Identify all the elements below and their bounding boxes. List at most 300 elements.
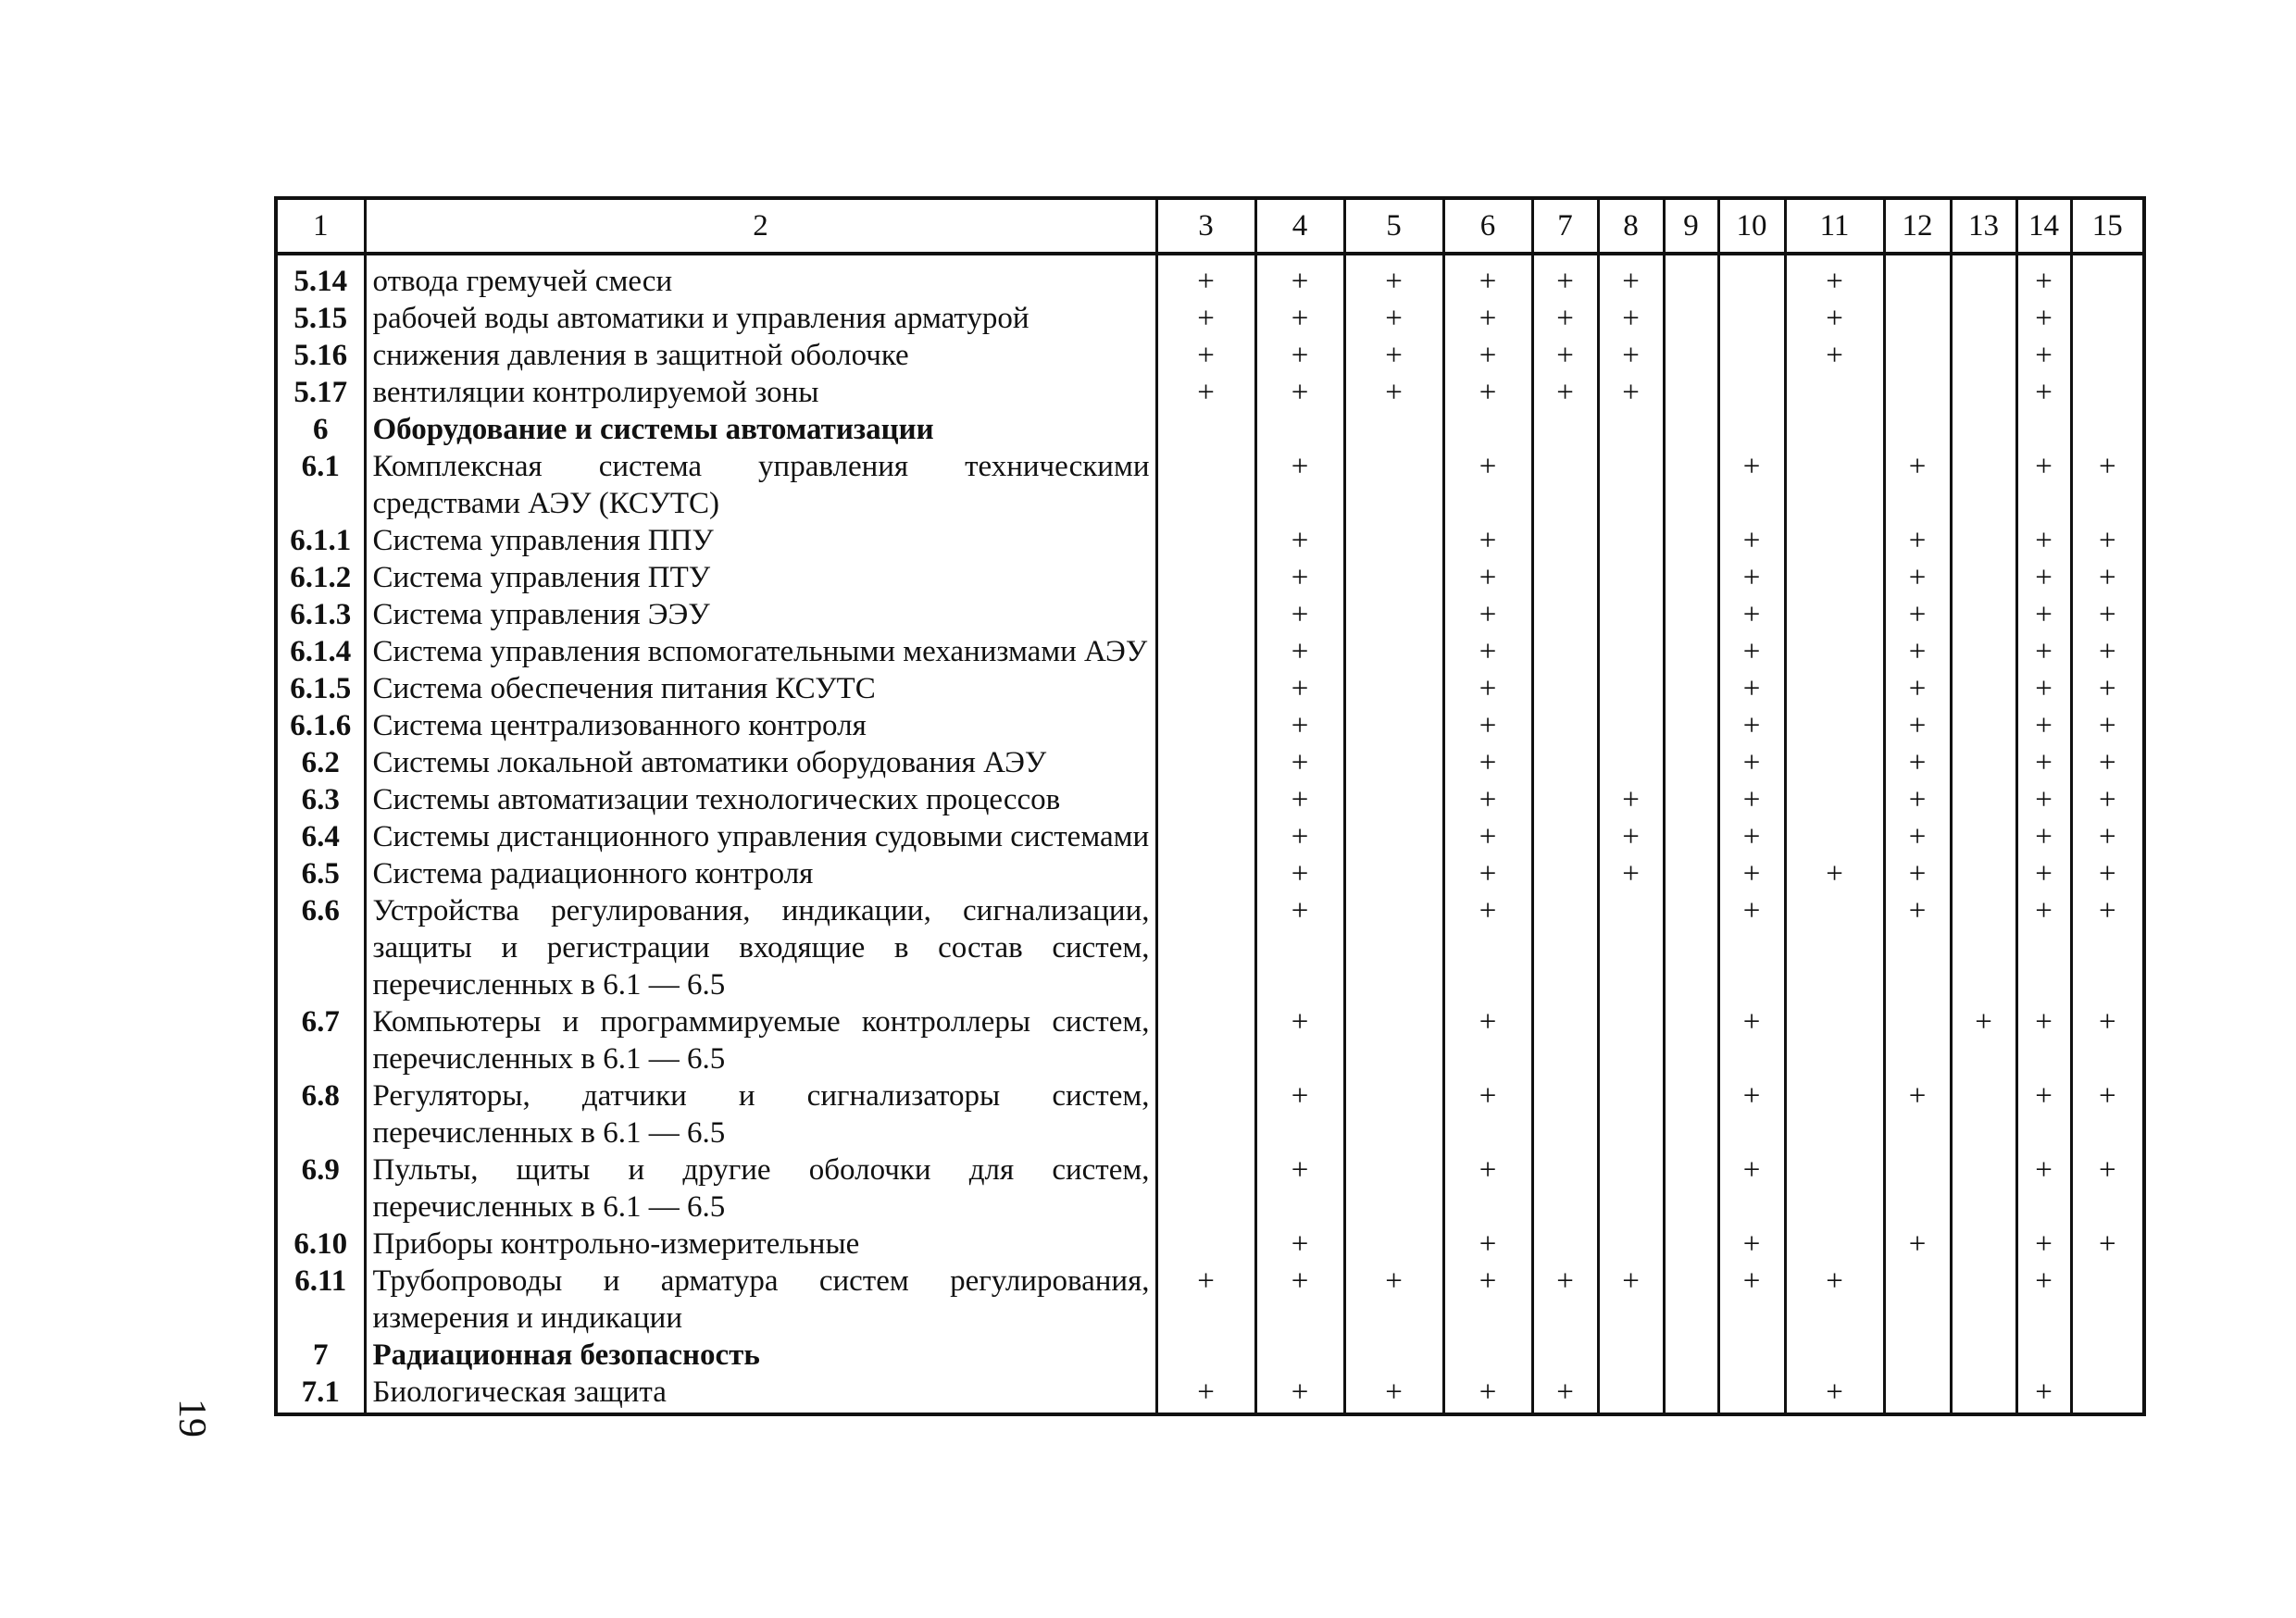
empty-cell	[2016, 411, 2071, 448]
empty-cell	[1255, 411, 1344, 448]
empty-cell	[1785, 559, 1884, 596]
row-description: Системы локальной автоматики оборудования АЭУ	[365, 744, 1156, 781]
column-header-7: 7	[1532, 198, 1598, 254]
empty-cell	[2071, 254, 2144, 300]
empty-cell	[1951, 633, 2016, 670]
applicability-mark: +	[1718, 892, 1785, 1003]
table-row	[276, 1003, 2144, 1077]
applicability-mark: +	[1443, 337, 1532, 374]
empty-cell	[1664, 559, 1718, 596]
empty-cell	[1344, 448, 1443, 522]
empty-cell	[1951, 448, 2016, 522]
empty-cell	[1664, 411, 1718, 448]
empty-cell	[1664, 1003, 1718, 1077]
applicability-mark: +	[2016, 254, 2071, 300]
row-description: Системы дистанционного управления судовыми системами	[365, 818, 1156, 855]
empty-cell	[1664, 522, 1718, 559]
empty-cell	[1951, 522, 2016, 559]
empty-cell	[1718, 1337, 1785, 1374]
row-description: отвода гремучей смеси	[365, 254, 1156, 300]
applicability-mark: +	[2016, 1263, 2071, 1337]
applicability-mark: +	[1255, 448, 1344, 522]
row-number: 6.2	[276, 744, 365, 781]
applicability-mark: +	[1884, 744, 1951, 781]
empty-cell	[1344, 633, 1443, 670]
empty-cell	[1785, 1077, 1884, 1151]
empty-cell	[1532, 1337, 1598, 1374]
row-number: 6.3	[276, 781, 365, 818]
applicability-mark: +	[2071, 781, 2144, 818]
row-description: Система централизованного контроля	[365, 707, 1156, 744]
applicability-mark: +	[2071, 818, 2144, 855]
applicability-mark: +	[2016, 1226, 2071, 1263]
applicability-mark: +	[1718, 596, 1785, 633]
empty-cell	[1598, 596, 1664, 633]
table-row	[276, 374, 2144, 411]
column-header-1: 1	[276, 198, 365, 254]
empty-cell	[1951, 744, 2016, 781]
empty-cell	[1156, 1077, 1255, 1151]
applicability-mark: +	[2071, 522, 2144, 559]
empty-cell	[1664, 818, 1718, 855]
row-number: 6.5	[276, 855, 365, 892]
applicability-mark: +	[1785, 855, 1884, 892]
applicability-mark: +	[1443, 818, 1532, 855]
applicability-mark: +	[1598, 374, 1664, 411]
empty-cell	[1951, 1226, 2016, 1263]
empty-cell	[1598, 892, 1664, 1003]
empty-cell	[1951, 670, 2016, 707]
applicability-mark: +	[2016, 1003, 2071, 1077]
applicability-mark: +	[1255, 1151, 1344, 1226]
applicability-mark: +	[1255, 818, 1344, 855]
empty-cell	[1884, 1263, 1951, 1337]
empty-cell	[1156, 707, 1255, 744]
column-header-10: 10	[1718, 198, 1785, 254]
row-number: 5.16	[276, 337, 365, 374]
empty-cell	[1443, 1337, 1532, 1374]
applicability-mark: +	[1255, 337, 1344, 374]
empty-cell	[1664, 1226, 1718, 1263]
row-number: 7.1	[276, 1374, 365, 1414]
empty-cell	[1255, 1337, 1344, 1374]
applicability-mark: +	[1532, 300, 1598, 337]
applicability-mark: +	[1785, 337, 1884, 374]
applicability-mark: +	[1156, 1374, 1255, 1414]
applicability-mark: +	[1255, 781, 1344, 818]
applicability-mark: +	[1884, 818, 1951, 855]
applicability-mark: +	[1443, 633, 1532, 670]
empty-cell	[1718, 1374, 1785, 1414]
table-row	[276, 1263, 2144, 1337]
applicability-mark: +	[1785, 254, 1884, 300]
applicability-mark: +	[1156, 337, 1255, 374]
applicability-mark: +	[2016, 300, 2071, 337]
empty-cell	[1951, 1151, 2016, 1226]
empty-cell	[1156, 781, 1255, 818]
empty-cell	[1156, 744, 1255, 781]
applicability-mark: +	[1598, 337, 1664, 374]
applicability-mark: +	[1598, 855, 1664, 892]
row-number: 6.1.3	[276, 596, 365, 633]
applicability-mark: +	[1532, 1263, 1598, 1337]
applicability-mark: +	[1156, 254, 1255, 300]
row-number: 7	[276, 1337, 365, 1374]
empty-cell	[1664, 633, 1718, 670]
column-header-13: 13	[1951, 198, 2016, 254]
applicability-mark: +	[1255, 1226, 1344, 1263]
row-description: снижения давления в защитной оболочке	[365, 337, 1156, 374]
empty-cell	[1884, 337, 1951, 374]
applicability-mark: +	[2016, 670, 2071, 707]
applicability-mark: +	[1532, 374, 1598, 411]
empty-cell	[1532, 633, 1598, 670]
applicability-mark: +	[1443, 1077, 1532, 1151]
empty-cell	[1344, 707, 1443, 744]
applicability-mark: +	[1532, 1374, 1598, 1414]
table-row	[276, 337, 2144, 374]
page-number: 19	[170, 1399, 213, 1438]
empty-cell	[1664, 1374, 1718, 1414]
applicability-mark: +	[1884, 596, 1951, 633]
row-number: 6.6	[276, 892, 365, 1003]
applicability-mark: +	[1718, 1077, 1785, 1151]
table-row	[276, 1151, 2144, 1226]
applicability-mark: +	[1598, 254, 1664, 300]
applicability-mark: +	[1951, 1003, 2016, 1077]
empty-cell	[1532, 522, 1598, 559]
applicability-mark: +	[2071, 707, 2144, 744]
applicability-mark: +	[1443, 374, 1532, 411]
row-number: 6.1.5	[276, 670, 365, 707]
applicability-mark: +	[2016, 892, 2071, 1003]
table-row	[276, 1337, 2144, 1374]
applicability-mark: +	[1884, 559, 1951, 596]
applicability-mark: +	[1255, 254, 1344, 300]
empty-cell	[1718, 411, 1785, 448]
applicability-mark: +	[1255, 633, 1344, 670]
applicability-mark: +	[2071, 670, 2144, 707]
applicability-mark: +	[1344, 374, 1443, 411]
empty-cell	[1951, 559, 2016, 596]
applicability-mark: +	[1443, 559, 1532, 596]
row-description: Трубопроводы и арматура систем регулирования, измерения и индикации	[365, 1263, 1156, 1337]
applicability-mark: +	[1443, 707, 1532, 744]
empty-cell	[1951, 1337, 2016, 1374]
applicability-mark: +	[1884, 633, 1951, 670]
applicability-mark: +	[1785, 1374, 1884, 1414]
empty-cell	[1344, 1226, 1443, 1263]
row-number: 6.8	[276, 1077, 365, 1151]
table-row	[276, 670, 2144, 707]
row-number: 6.10	[276, 1226, 365, 1263]
empty-cell	[2071, 411, 2144, 448]
empty-cell	[1532, 781, 1598, 818]
applicability-mark: +	[2071, 1077, 2144, 1151]
applicability-mark: +	[1718, 818, 1785, 855]
applicability-mark: +	[2071, 633, 2144, 670]
empty-cell	[1664, 337, 1718, 374]
row-description: Система радиационного контроля	[365, 855, 1156, 892]
table-row	[276, 818, 2144, 855]
row-description: Комплексная система управления техническими средствами АЭУ (КСУТС)	[365, 448, 1156, 522]
table-row	[276, 892, 2144, 1003]
empty-cell	[1598, 1077, 1664, 1151]
applicability-mark: +	[1255, 670, 1344, 707]
applicability-mark: +	[2016, 818, 2071, 855]
applicability-mark: +	[1255, 1003, 1344, 1077]
empty-cell	[1532, 855, 1598, 892]
applicability-mark: +	[2071, 855, 2144, 892]
applicability-mark: +	[1443, 254, 1532, 300]
applicability-mark: +	[2016, 781, 2071, 818]
applicability-mark: +	[1344, 1374, 1443, 1414]
row-description: Устройства регулирования, индикации, сигнализации, защиты и регистрации входящие в состав систем, перечисленных в 6.1 — 6.5	[365, 892, 1156, 1003]
empty-cell	[1598, 633, 1664, 670]
empty-cell	[1344, 522, 1443, 559]
table-header	[276, 198, 2144, 254]
applicability-mark: +	[1443, 1263, 1532, 1337]
applicability-mark: +	[1598, 818, 1664, 855]
empty-cell	[1156, 1226, 1255, 1263]
empty-cell	[1344, 818, 1443, 855]
empty-cell	[1785, 1226, 1884, 1263]
applicability-mark: +	[2016, 855, 2071, 892]
applicability-mark: +	[1598, 781, 1664, 818]
applicability-mark: +	[1884, 448, 1951, 522]
applicability-mark: +	[1255, 374, 1344, 411]
empty-cell	[1951, 300, 2016, 337]
empty-cell	[1156, 1337, 1255, 1374]
row-number: 6.1.4	[276, 633, 365, 670]
applicability-mark: +	[1255, 300, 1344, 337]
empty-cell	[1884, 374, 1951, 411]
applicability-mark: +	[1255, 744, 1344, 781]
applicability-mark: +	[1443, 1226, 1532, 1263]
applicability-mark: +	[1443, 855, 1532, 892]
row-description: Система управления ППУ	[365, 522, 1156, 559]
applicability-mark: +	[1718, 855, 1785, 892]
empty-cell	[2071, 300, 2144, 337]
applicability-mark: +	[1718, 1226, 1785, 1263]
empty-cell	[1532, 1226, 1598, 1263]
empty-cell	[1718, 337, 1785, 374]
applicability-mark: +	[1255, 522, 1344, 559]
empty-cell	[1598, 559, 1664, 596]
table-row	[276, 633, 2144, 670]
applicability-mark: +	[1718, 707, 1785, 744]
applicability-mark: +	[1443, 744, 1532, 781]
table-row	[276, 448, 2144, 522]
row-description: Система управления ПТУ	[365, 559, 1156, 596]
empty-cell	[1884, 254, 1951, 300]
empty-cell	[1664, 1151, 1718, 1226]
applicability-mark: +	[1156, 300, 1255, 337]
applicability-mark: +	[1443, 596, 1532, 633]
empty-cell	[1344, 744, 1443, 781]
table-row	[276, 559, 2144, 596]
applicability-mark: +	[1443, 1003, 1532, 1077]
applicability-mark: +	[1884, 670, 1951, 707]
empty-cell	[1532, 596, 1598, 633]
empty-cell	[1598, 670, 1664, 707]
applicability-mark: +	[2016, 744, 2071, 781]
empty-cell	[2016, 1337, 2071, 1374]
applicability-mark: +	[1443, 448, 1532, 522]
empty-cell	[1156, 855, 1255, 892]
empty-cell	[2071, 374, 2144, 411]
empty-cell	[1598, 1337, 1664, 1374]
applicability-mark: +	[1443, 1374, 1532, 1414]
table-row	[276, 254, 2144, 300]
applicability-mark: +	[2071, 559, 2144, 596]
empty-cell	[1344, 1337, 1443, 1374]
empty-cell	[1785, 1151, 1884, 1226]
applicability-mark: +	[1884, 781, 1951, 818]
empty-cell	[1532, 707, 1598, 744]
empty-cell	[1785, 411, 1884, 448]
empty-cell	[1951, 707, 2016, 744]
table-row	[276, 1226, 2144, 1263]
empty-cell	[1951, 254, 2016, 300]
applicability-mark: +	[1532, 337, 1598, 374]
applicability-mark: +	[1718, 448, 1785, 522]
empty-cell	[1664, 1077, 1718, 1151]
empty-cell	[1951, 374, 2016, 411]
empty-cell	[1532, 411, 1598, 448]
applicability-mark: +	[2016, 337, 2071, 374]
applicability-mark: +	[1255, 707, 1344, 744]
applicability-mark: +	[2016, 707, 2071, 744]
empty-cell	[1951, 1077, 2016, 1151]
empty-cell	[1156, 448, 1255, 522]
row-description: Пульты, щиты и другие оболочки для систем, перечисленных в 6.1 — 6.5	[365, 1151, 1156, 1226]
applicability-mark: +	[1255, 1077, 1344, 1151]
table-row	[276, 411, 2144, 448]
row-description: Приборы контрольно-измерительные	[365, 1226, 1156, 1263]
applicability-mark: +	[2016, 596, 2071, 633]
applicability-mark: +	[1255, 1374, 1344, 1414]
empty-cell	[1718, 300, 1785, 337]
row-description: вентиляции контролируемой зоны	[365, 374, 1156, 411]
empty-cell	[1951, 337, 2016, 374]
empty-cell	[1664, 1263, 1718, 1337]
row-description: Компьютеры и программируемые контроллеры систем, перечисленных в 6.1 — 6.5	[365, 1003, 1156, 1077]
empty-cell	[2071, 1263, 2144, 1337]
row-description: рабочей воды автоматики и управления арматурой	[365, 300, 1156, 337]
section-heading: Радиационная безопасность	[365, 1337, 1156, 1374]
empty-cell	[1664, 855, 1718, 892]
empty-cell	[1344, 559, 1443, 596]
column-header-4: 4	[1255, 198, 1344, 254]
empty-cell	[1344, 670, 1443, 707]
table-body	[276, 254, 2144, 1414]
applicability-mark: +	[1443, 522, 1532, 559]
empty-cell	[1598, 1003, 1664, 1077]
applicability-mark: +	[2071, 1003, 2144, 1077]
applicability-mark: +	[1344, 337, 1443, 374]
applicability-mark: +	[1718, 744, 1785, 781]
empty-cell	[1951, 411, 2016, 448]
empty-cell	[1344, 855, 1443, 892]
column-header-12: 12	[1884, 198, 1951, 254]
applicability-mark: +	[1598, 300, 1664, 337]
empty-cell	[1884, 1374, 1951, 1414]
row-description: Биологическая защита	[365, 1374, 1156, 1414]
row-description: Система обеспечения питания КСУТС	[365, 670, 1156, 707]
applicability-mark: +	[2016, 633, 2071, 670]
empty-cell	[1884, 300, 1951, 337]
table-row	[276, 855, 2144, 892]
applicability-mark: +	[1443, 1151, 1532, 1226]
empty-cell	[1664, 744, 1718, 781]
empty-cell	[1664, 892, 1718, 1003]
header-row	[276, 198, 2144, 254]
empty-cell	[1951, 892, 2016, 1003]
empty-cell	[1532, 559, 1598, 596]
column-header-9: 9	[1664, 198, 1718, 254]
applicability-mark: +	[2071, 448, 2144, 522]
table-row	[276, 1374, 2144, 1414]
empty-cell	[1156, 670, 1255, 707]
applicability-mark: +	[1718, 1003, 1785, 1077]
applicability-mark: +	[1344, 1263, 1443, 1337]
empty-cell	[2071, 1337, 2144, 1374]
table-row	[276, 781, 2144, 818]
column-header-3: 3	[1156, 198, 1255, 254]
row-number: 5.14	[276, 254, 365, 300]
empty-cell	[1156, 633, 1255, 670]
applicability-mark: +	[1255, 596, 1344, 633]
empty-cell	[1664, 781, 1718, 818]
applicability-mark: +	[1785, 1263, 1884, 1337]
applicability-mark: +	[1884, 1226, 1951, 1263]
empty-cell	[2071, 337, 2144, 374]
empty-cell	[1156, 411, 1255, 448]
empty-cell	[1344, 1151, 1443, 1226]
empty-cell	[1156, 522, 1255, 559]
applicability-mark: +	[1344, 300, 1443, 337]
applicability-mark: +	[1884, 855, 1951, 892]
empty-cell	[1664, 1337, 1718, 1374]
empty-cell	[1532, 744, 1598, 781]
empty-cell	[2071, 1374, 2144, 1414]
table-row	[276, 300, 2144, 337]
section-heading: Оборудование и системы автоматизации	[365, 411, 1156, 448]
empty-cell	[1951, 818, 2016, 855]
empty-cell	[1664, 300, 1718, 337]
column-header-5: 5	[1344, 198, 1443, 254]
applicability-mark: +	[1718, 1151, 1785, 1226]
row-number: 6.1.1	[276, 522, 365, 559]
row-number: 5.15	[276, 300, 365, 337]
empty-cell	[1951, 855, 2016, 892]
applicability-mark: +	[2016, 1374, 2071, 1414]
empty-cell	[1344, 411, 1443, 448]
empty-cell	[1785, 596, 1884, 633]
applicability-mark: +	[1718, 522, 1785, 559]
row-number: 6.9	[276, 1151, 365, 1226]
empty-cell	[1156, 1003, 1255, 1077]
column-header-8: 8	[1598, 198, 1664, 254]
applicability-mark: +	[1718, 559, 1785, 596]
empty-cell	[1532, 892, 1598, 1003]
empty-cell	[1785, 892, 1884, 1003]
applicability-mark: +	[1255, 1263, 1344, 1337]
applicability-mark: +	[2016, 1151, 2071, 1226]
applicability-mark: +	[1718, 781, 1785, 818]
empty-cell	[1785, 1337, 1884, 1374]
